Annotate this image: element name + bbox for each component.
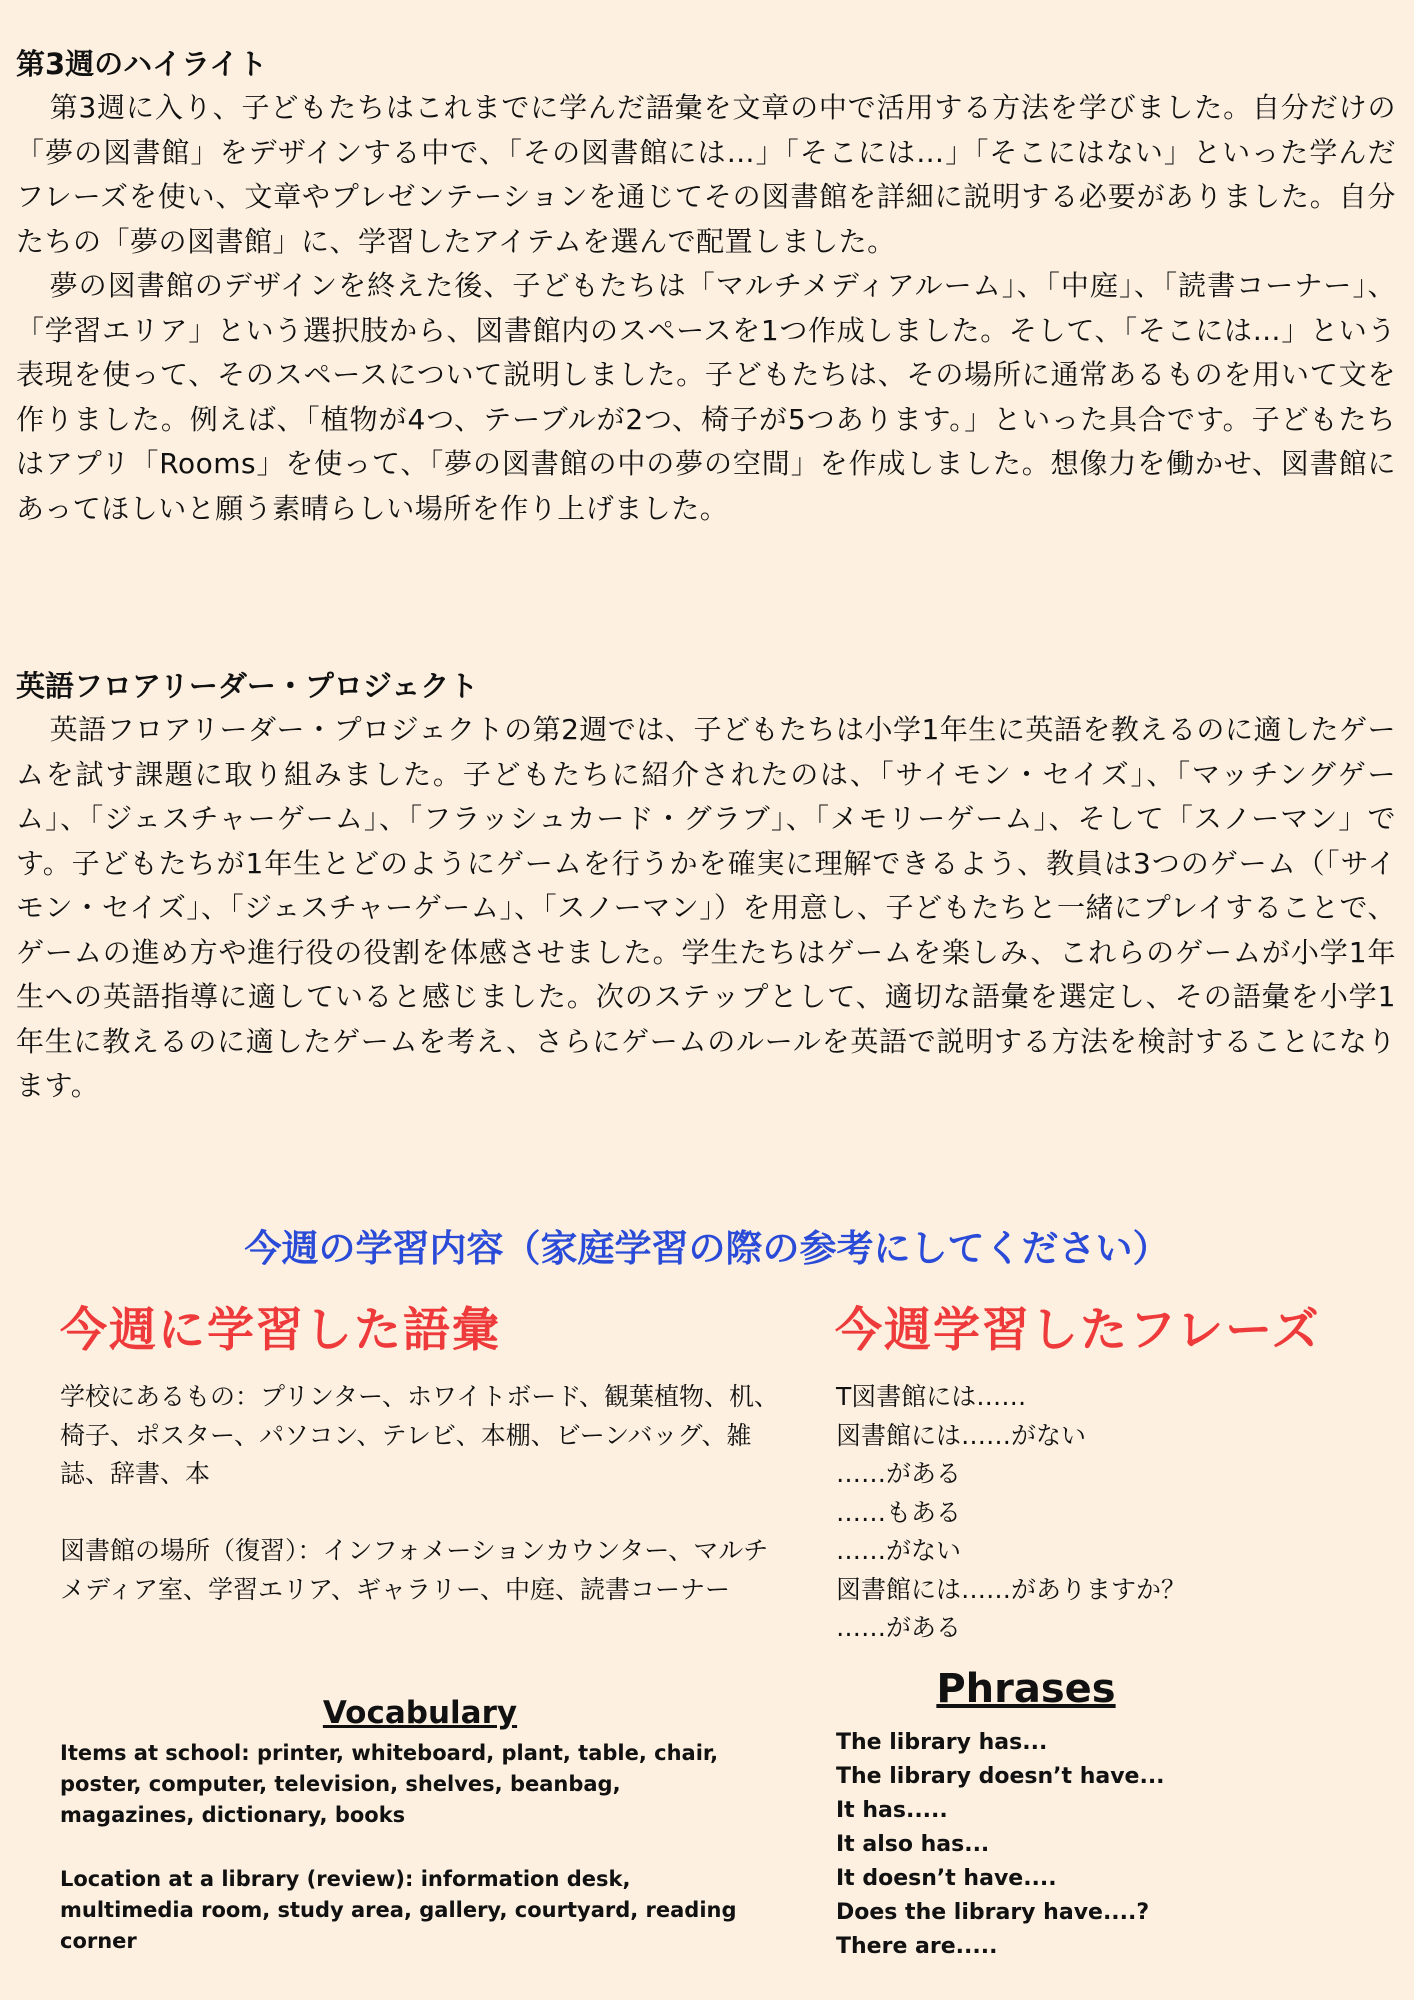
vocab-heading: 今週に学習した語彙 bbox=[60, 1303, 501, 1358]
phrase-en-item: The library doesn’t have... bbox=[836, 1764, 1165, 1789]
vocab-en-school-items: Items at school: printer, whiteboard, plant, table, chair, poster, computer, television, shelves, beanbag, magazines, dictionary, books bbox=[60, 1741, 719, 1827]
phrases-en-heading: Phrases bbox=[936, 1666, 1116, 1712]
vocab-en-library-locations: Location at a library (review): information desk, multimedia room, study area, gallery, courtyard, reading corner bbox=[60, 1867, 737, 1953]
vocabulary-en-heading: Vocabulary bbox=[322, 1695, 518, 1731]
project-paragraph: 英語フロアリーダー・プロジェクトの第2週では、子どもたちは小学1年生に英語を教えるのに適したゲームを試す課題に取り組みました。子どもたちに紹介されたのは、「サイモン・セイズ」、「マッチングゲーム」、「ジェスチャーゲーム」、「フラッシュカード・グラブ」、「メモリーゲーム」、そして「スノーマン」です。子どもたちが1年生とどのようにゲームを行うかを確実に理解できるよう、教員は3つのゲーム（「サイモン・セイズ」、「ジェスチャーゲーム」、「スノーマン」）を用意し、子どもたちと一緒にプレイすることで、ゲームの進め方や進行役の役割を体感させました。学生たちはゲームを楽しみ、これらのゲームが小学1年生への英語指導に適していると感じました。次のステップとして、適切な語彙を選定し、その語彙を小学1年生に教えるのに適したゲームを考え、さらにゲームのルールを英語で説明する方法を検討することになります。 bbox=[16, 713, 1396, 1102]
phrase-jp-item: T図書館には…… bbox=[836, 1382, 1027, 1411]
floor-leader-project-section bbox=[16, 664, 1396, 1109]
weekly-highlights-section bbox=[16, 42, 1396, 531]
phrase-jp-item: 図書館には……がない bbox=[836, 1420, 1087, 1450]
vocab-jp-library-locations: 図書館の場所（復習）：インフォメーションカウンター、マルチメディア室、学習エリア、ギャラリー、中庭、読書コーナー bbox=[60, 1536, 769, 1604]
phrases-jp-list bbox=[836, 1378, 1356, 1648]
vocab-jp-school-items: 学校にあるもの：プリンター、ホワイトボード、観葉植物、机、椅子、ポスター、パソコン、テレビ、本棚、ビーンバッグ、雑誌、辞書、本 bbox=[60, 1382, 780, 1488]
highlights-paragraph-2: 夢の図書館のデザインを終えた後、子どもたちは「マルチメディアルーム」、「中庭」、「読書コーナー」、「学習エリア」という選択肢から、図書館内のスペースを1つ作成しました。そして、「そこには…」という表現を使って、そのスペースについて説明しました。子どもたちは、その場所に通常あるものを用いて文を作りました。例えば、「植物が4つ、テーブルが2つ、椅子が5つあります。」といった具合です。子どもたちはアプリ「Rooms」を使って、「夢の図書館の中の夢の空間」を作成しました。想像力を働かせ、図書館にあってほしいと願う素晴らしい場所を作り上げました。 bbox=[16, 269, 1396, 525]
phrase-jp-item: ……がある bbox=[836, 1613, 962, 1642]
phrases-en-list bbox=[836, 1726, 1356, 1964]
phrase-jp-item: ……がない bbox=[836, 1536, 962, 1565]
phrase-en-item: The library has... bbox=[836, 1730, 1048, 1755]
phrase-jp-item: 図書館には……がありますか？ bbox=[836, 1574, 1187, 1604]
phrase-en-item: It also has... bbox=[836, 1832, 990, 1857]
phrase-jp-item: ……もある bbox=[836, 1497, 962, 1527]
highlights-paragraph-1: 第3週に入り、子どもたちはこれまでに学んだ語彙を文章の中で活用する方法を学びました。自分だけの「夢の図書館」をデザインする中で、「その図書館には…」「そこには…」「そこにはない」といった学んだフレーズを使い、文章やプレゼンテーションを通じてその図書館を詳細に説明する必要がありました。自分たちの「夢の図書館」に、学習したアイテムを選んで配置しました。 bbox=[16, 91, 1396, 258]
project-title: 英語フロアリーダー・プロジェクト bbox=[16, 669, 479, 703]
phrase-en-item: It doesn’t have.... bbox=[836, 1866, 1057, 1891]
phrase-en-item: There are..... bbox=[836, 1934, 998, 1959]
phrase-jp-item: ……がある bbox=[836, 1459, 962, 1488]
study-content-title: 今週の学習内容（家庭学習の際の参考にしてください） bbox=[244, 1227, 1170, 1270]
phrase-en-item: It has..... bbox=[836, 1798, 948, 1823]
phrases-heading: 今週学習したフレーズ bbox=[835, 1303, 1321, 1358]
phrase-en-item: Does the library have....? bbox=[836, 1900, 1150, 1925]
highlights-title: 第3週のハイライト bbox=[16, 47, 268, 81]
